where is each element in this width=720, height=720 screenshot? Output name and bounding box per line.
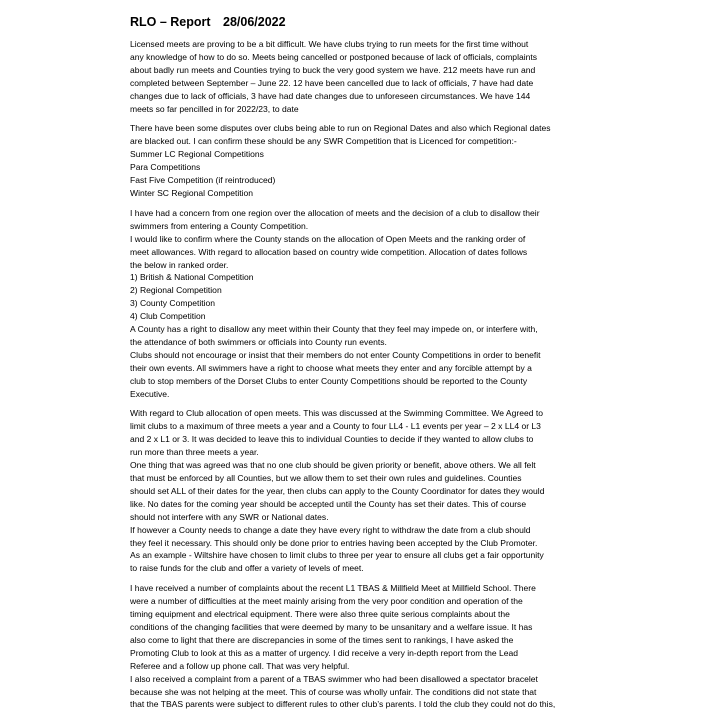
text-line: Winter SC Regional Competition bbox=[130, 187, 254, 198]
text-line: A County has a right to disallow any meet within their County that they feel may impede on, or interfere with, bbox=[130, 324, 538, 335]
text-line: and 2 x L1 or 3. It was decided to leave this to individual Counties to decide if they wanted to allow clubs to bbox=[130, 434, 534, 445]
report-title: RLO – Report bbox=[130, 15, 211, 29]
text-line: club to stop members of the Dorset Clubs to enter County Competitions should be reported to the County bbox=[130, 375, 528, 386]
text-line: they feel it necessary. This should only be done prior to entries having been accepted by the Club Promoter. bbox=[130, 537, 538, 548]
text-line: to raise funds for the club and offer a variety of levels of meet. bbox=[130, 563, 364, 574]
text-line: As an example - Wiltshire have chosen to limit clubs to three per year to ensure all clubs get a fair opportunity bbox=[130, 550, 544, 561]
text-line: limit clubs to a maximum of three meets a year and a County to four LL4 - L1 events per year – 2 x LL4 or L3 bbox=[130, 421, 541, 432]
text-line: Executive. bbox=[130, 388, 170, 399]
paragraph bbox=[130, 407, 592, 575]
text-line: Clubs should not encourage or insist that their members do not enter County Competitions in order to benefit bbox=[130, 349, 541, 360]
report-header bbox=[130, 14, 592, 31]
text-line: meet allowances. With regard to allocation based on country wide competition. Allocation of dates follows bbox=[130, 246, 528, 257]
text-line: I would like to confirm where the County stands on the allocation of Open Meets and the ranking order of bbox=[130, 233, 526, 244]
text-line: run more than three meets a year. bbox=[130, 447, 259, 458]
text-line: 3) County Competition bbox=[130, 298, 216, 309]
text-line: that must be enforced by all Counties, but we allow them to set their own rules and guidelines. Counties bbox=[130, 473, 522, 483]
text-line: Referee and a follow up phone call. That was very helpful. bbox=[130, 660, 350, 671]
text-line: were a number of difficulties at the meet mainly arising from the very poor condition and operation of the bbox=[130, 596, 523, 607]
text-line: Para Competitions bbox=[130, 162, 201, 173]
text-line: like. No dates for the coming year should be accepted until the County has set their dates. This of course bbox=[130, 498, 527, 509]
text-line: 4) Club Competition bbox=[130, 311, 206, 322]
text-line: Promoting Club to look at this as a matter of urgency. I did receive a very in-depth report from the Lead bbox=[130, 647, 518, 658]
text-line: the attendance of both swimmers or officials into County run events. bbox=[130, 336, 387, 347]
text-line: Licensed meets are proving to be a bit difficult. We have clubs trying to run meets for the first time without bbox=[130, 39, 529, 49]
text-line: There have been some disputes over clubs being able to run on Regional Dates and also which Regional dates bbox=[130, 123, 551, 134]
text-line: because she was not helping at the meet. This of course was wholly unfair. The conditions did not state that bbox=[130, 686, 537, 697]
text-line: I also received a complaint from a parent of a TBAS swimmer who had been disallowed a spectator bracelet bbox=[130, 673, 538, 684]
text-line: I have received a number of complaints about the recent L1 TBAS & Millfield Meet at Millfield School. There bbox=[130, 583, 536, 594]
paragraph bbox=[130, 582, 592, 711]
text-line: conditions of the changing facilities that were deemed by many to be unsanitary and a welfare issue. It has bbox=[130, 621, 533, 632]
paragraph bbox=[130, 122, 592, 199]
text-line: Summer LC Regional Competitions bbox=[130, 149, 264, 160]
text-line: 2) Regional Competition bbox=[130, 285, 222, 296]
text-line: that the TBAS parents were subject to different rules to other club’s parents. I told the club they could not do this, bbox=[130, 699, 556, 710]
report-body bbox=[130, 38, 592, 711]
text-line: about badly run meets and Counties trying to buck the very good system we have. 212 meets have run and bbox=[130, 64, 536, 75]
text-line: also come to light that there are discrepancies in some of the times sent to rankings, I have asked the bbox=[130, 634, 514, 645]
text-line: One thing that was agreed was that no one club should be given priority or benefit, above others. We all felt bbox=[130, 460, 536, 471]
text-line: swimmers from entering a County Competition. bbox=[130, 220, 309, 231]
text-line: the below in ranked order. bbox=[130, 259, 229, 270]
text-line: completed between September – June 22. 12 have been cancelled due to lack of officials, 7 have had date bbox=[130, 77, 534, 88]
text-line: their own events. All swimmers have a right to choose what meets they enter and any forcible attempt by a bbox=[130, 362, 532, 373]
text-line: meets so far pencilled in for 2022/23, to date bbox=[130, 103, 299, 114]
text-line: are blacked out. I can confirm these should be any SWR Competition that is Licenced for competition:- bbox=[130, 136, 517, 147]
report-page bbox=[130, 14, 592, 718]
text-line: I have had a concern from one region over the allocation of meets and the decision of a club to disallow their bbox=[130, 207, 540, 218]
text-line: should not interfere with any SWR or National dates. bbox=[130, 511, 329, 522]
text-line: timing equipment and electrical equipment. There were also three quite serious complaints about the bbox=[130, 609, 510, 620]
paragraph bbox=[130, 38, 592, 115]
text-line: should set ALL of their dates for the year, then clubs can apply to the County Coordinator for dates they would bbox=[130, 485, 545, 496]
text-line: changes due to lack of officials, 3 have had date changes due to unforeseen circumstances. We have 144 bbox=[130, 90, 531, 101]
text-line: Fast Five Competition (if reintroduced) bbox=[130, 175, 276, 186]
report-date: 28/06/2022 bbox=[223, 15, 286, 29]
paragraph bbox=[130, 207, 592, 401]
text-line: any knowledge of how to do so. Meets being cancelled or postponed because of lack of officials, complaints bbox=[130, 51, 538, 62]
text-line: 1) British & National Competition bbox=[130, 272, 254, 283]
text-line: If however a County needs to change a date they have every right to withdraw the date from a club should bbox=[130, 524, 531, 535]
text-line: With regard to Club allocation of open meets. This was discussed at the Swimming Committee. We Agreed to bbox=[130, 408, 543, 419]
